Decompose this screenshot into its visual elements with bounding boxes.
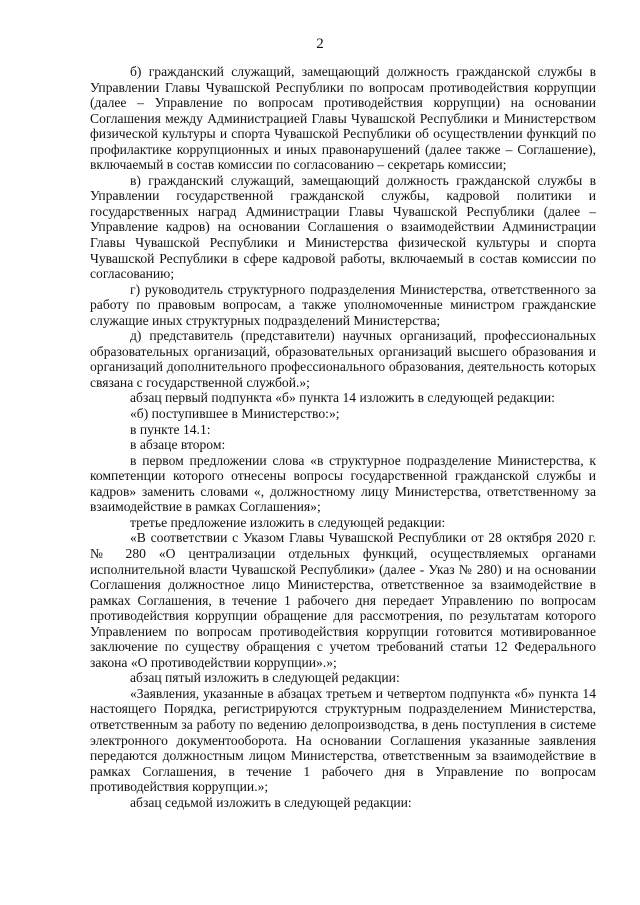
paragraph-quote-ukaz: «В соответствии с Указом Главы Чувашской Республики от 28 октября 2020 г. № 280 «О централизации отдельных функций, осуществляемых органами исполнительной власти Чувашской Республики» (далее - Указ № 280) и на основании Соглашения должностное лицо Министерства, ответственное за взаимодействие в рамках Соглашения, в течение 1 рабочего дня передает Управлению по вопросам противодействия коррупции обращение для рассмотрения, по результатам которого Управлением по вопросам противодействия коррупции готовится мотивированное заключение по существу обращения с учетом требований статьи 12 Федерального закона «О противодействии коррупции».»; — [90, 530, 596, 670]
paragraph-second-abzac: в абзаце втором: — [130, 437, 226, 453]
document-body — [90, 64, 596, 810]
paragraph-amend-14b: абзац первый подпункта «б» пункта 14 изложить в следующей редакции: — [130, 390, 555, 406]
paragraph-point-14-1: в пункте 14.1: — [130, 421, 211, 437]
paragraph-third-sentence: третье предложение изложить в следующей редакции: — [130, 514, 446, 530]
paragraph-item-g: г) руководитель структурного подразделения Министерства, ответственного за работу по правовым вопросам, а также уполномоченные министром гражданские служащие иных структурных подразделений Министерства; — [90, 281, 596, 328]
page-number: 2 — [316, 36, 324, 52]
paragraph-item-v: в) гражданский служащий, замещающий должность гражданской службы в Управлении государственной гражданской службы, кадровой политики и государственных наград Администрации Главы Чувашской Республики (далее – Управление кадров) на основании Соглашения о взаимодействии Администрации Главы Чувашской Республики и Министерства физической культуры и спорта Чувашской Республики в сфере кадровой работы, включаемый в состав комиссии по согласованию; — [90, 172, 596, 282]
paragraph-item-b: б) гражданский служащий, замещающий должность гражданской службы в Управлении Главы Чувашской Республики по вопросам противодействия коррупции (далее – Управление по вопросам противодействия коррупции) на основании Соглашения между Администрацией Главы Чувашской Республики и Министерством физической культуры и спорта Чувашской Республики об осуществлении функций по профилактике коррупционных и иных правонарушений (далее также – Соглашение), включаемый в состав комиссии по согласованию – секретарь комиссии; — [90, 64, 596, 173]
paragraph-item-d: д) представитель (представители) научных организаций, профессиональных образовательных организаций, образовательных организаций высшего образования и организаций дополнительного профессионального образования, деятельность которых связана с государственной службой.»; — [90, 328, 596, 390]
paragraph-fifth-abzac: абзац пятый изложить в следующей редакции: — [130, 670, 400, 686]
paragraph-quote-zayavleniya: «Заявления, указанные в абзацах третьем и четвертом подпункта «б» пункта 14 настоящего Порядка, регистрируются структурным подразделением Министерства, ответственным за работу по ведению делопроизводства, в день поступления в системе электронного документооборота. На основании Соглашения указанные заявления передаются должностным лицом Министерства, ответственным за взаимодействие в рамках Соглашения, в течение 1 рабочего дня в Управление по вопросам противодействия коррупции.»; — [90, 685, 596, 795]
paragraph-quote-14b: «б) поступившее в Министерство:»; — [130, 406, 340, 422]
paragraph-first-sentence: в первом предложении слова «в структурное подразделение Министерства, к компетенции которого отнесены вопросы государственной гражданской службы и кадров» заменить словами «, должностному лицу Министерства, ответственному за взаимодействие в рамках Соглашения»; — [90, 452, 596, 515]
paragraph-seventh-abzac: абзац седьмой изложить в следующей редакции: — [130, 794, 412, 810]
